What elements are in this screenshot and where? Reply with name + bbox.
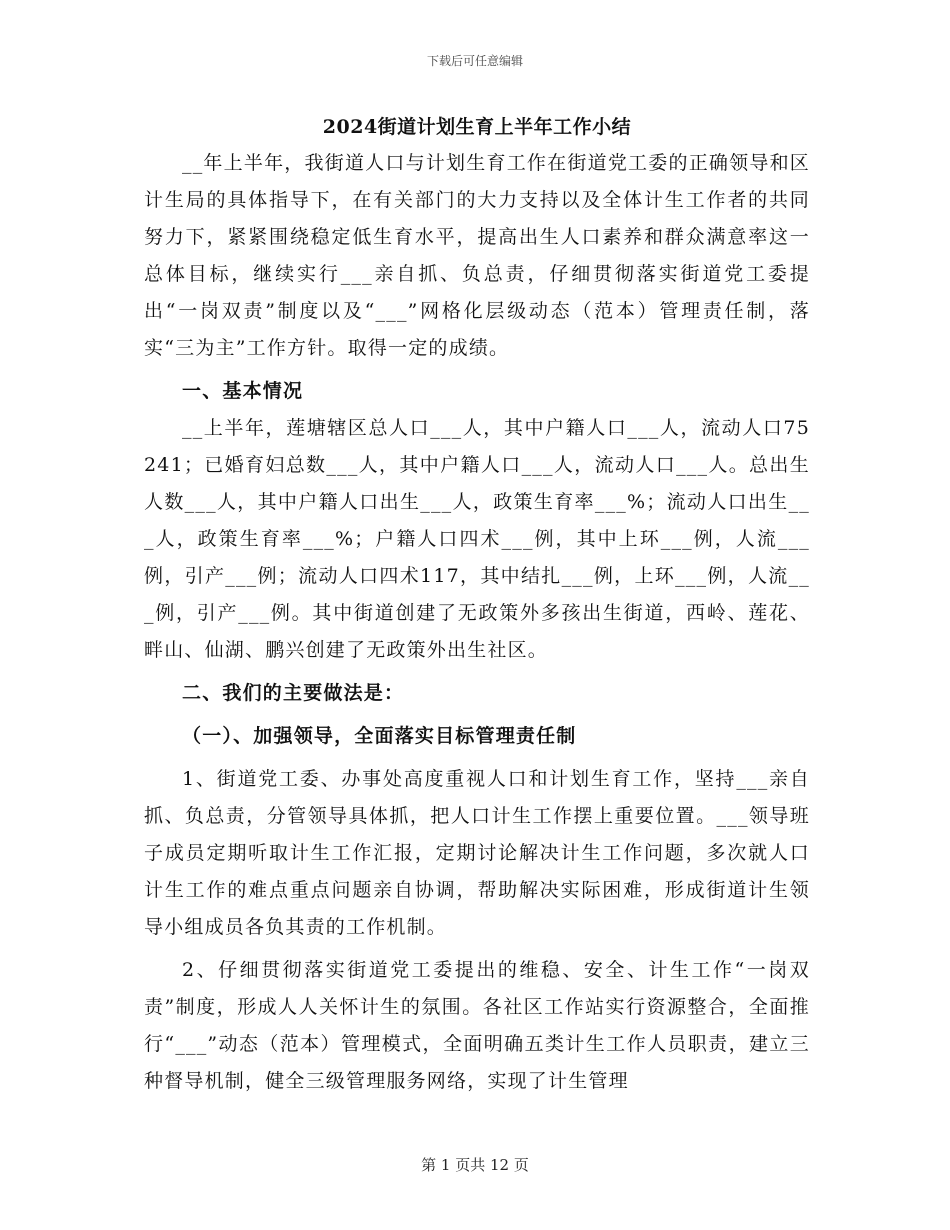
item-2-paragraph: 2、仔细贯彻落实街道党工委提出的维稳、安全、计生工作“一岗双责”制度，形成人人关怀计生的氛围。各社区工作站实行资源整合，全面推行“___”动态（范本）管理模式，全面明确五类计生工作人员职责，建立三种督导机制，健全三级管理服务网络，实现了计生管理	[144, 959, 810, 1092]
document-body	[144, 112, 810, 1100]
document-title: 2024街道计划生育上半年工作小结	[322, 116, 632, 138]
section-heading-basic: 一、基本情况	[182, 380, 304, 402]
intro-paragraph: __年上半年，我街道人口与计划生育工作在街道党工委的正确领导和区计生局的具体指导下，在有关部门的大力支持以及全体计生工作者的共同努力下，紧紧围绕稳定低生育水平，提高出生人口素养和群众满意率这一总体目标，继续实行___亲自抓、负总责，仔细贯彻落实街道党工委提出“一岗双责”制度以及“___”网格化层级动态（范本）管理责任制，落实“三为主”工作方针。取得一定的成绩。	[144, 152, 810, 359]
section-heading-methods: 二、我们的主要做法是：	[182, 682, 405, 704]
item-1-paragraph: 1、街道党工委、办事处高度重视人口和计划生育工作，坚持___亲自抓、负总责，分管领导具体抓，把人口计生工作摆上重要位置。___领导班子成员定期听取计生工作汇报，定期讨论解决计生工作问题，多次就人口计生工作的难点重点问题亲自协调，帮助解决实际困难，形成街道计生领导小组成员各负其责的工作机制。	[144, 768, 810, 938]
subsection-heading-leadership: （一）、加强领导，全面落实目标管理责任制	[182, 725, 577, 747]
page-footer: 第 1 页共 12 页	[421, 1156, 529, 1174]
basic-situation-paragraph: __上半年，莲塘辖区总人口___人，其中户籍人口___人，流动人口75241；已婚育妇总数___人，其中户籍人口___人，流动人口___人。总出生人数___人，其中户籍人口出生___人，政策生育率___%；流动人口出生___人，政策生育率___%；户籍人口四术___例，其中上环___例，人流___例，引产___例；流动人口四术117，其中结扎___例，上环___例，人流___例，引产___例。其中街道创建了无政策外多孩出生街道，西岭、莲花、畔山、仙湖、鹏兴创建了无政策外出生社区。	[144, 417, 810, 661]
header-note: 下载后可任意编辑	[426, 54, 523, 68]
